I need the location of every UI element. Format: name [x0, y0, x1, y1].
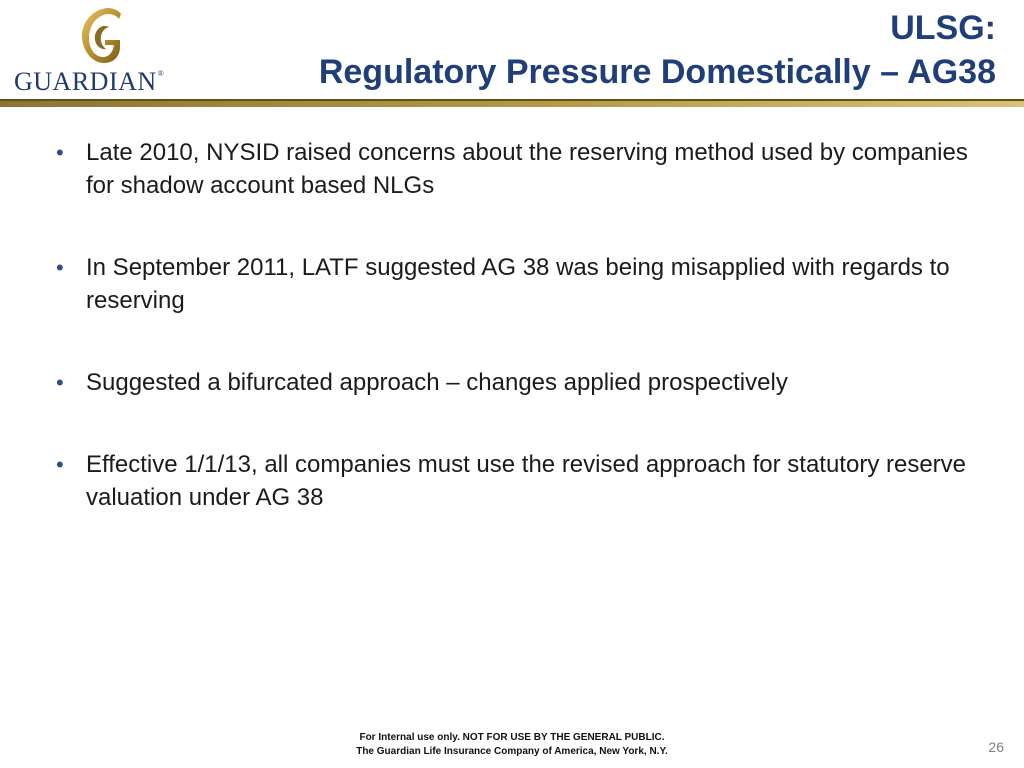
bullet-dot-icon: • — [56, 370, 64, 395]
page-number: 26 — [988, 739, 1004, 755]
bullet-item — [56, 366, 996, 399]
footer-line-1: For Internal use only. NOT FOR USE BY THE GENERAL PUBLIC. — [359, 732, 665, 743]
bullet-text: Effective 1/1/13, all companies must use the revised approach for statutory reserve valuation under AG 38 — [86, 451, 967, 511]
footer-line-2: The Guardian Life Insurance Company of America, New York, N.Y. — [356, 746, 668, 757]
bullet-dot-icon: • — [56, 140, 64, 165]
guardian-logo — [14, 6, 186, 96]
bullet-text: Late 2010, NYSID raised concerns about the reserving method used by companies for shadow account based NLGs — [86, 139, 968, 199]
guardian-g-emblem-icon — [77, 6, 123, 66]
registered-mark: ® — [157, 69, 165, 78]
bullet-dot-icon: • — [56, 452, 64, 477]
title-divider-shadow — [0, 99, 1024, 101]
bullet-list — [56, 136, 996, 563]
bullet-item — [56, 448, 996, 514]
bullet-text: In September 2011, LATF suggested AG 38 was being misapplied with regards to reserving — [86, 254, 950, 314]
slide-title-line-1: ULSG: — [890, 9, 996, 47]
bullet-item — [56, 251, 996, 317]
footer-disclaimer — [0, 731, 1024, 759]
slide-title — [319, 6, 996, 94]
slide-title-line-2: Regulatory Pressure Domestically – AG38 — [318, 53, 996, 91]
bullet-item — [56, 136, 996, 202]
guardian-wordmark: GUARDIAN® — [14, 67, 165, 96]
bullet-text: Suggested a bifurcated approach – changes applied prospectively — [86, 369, 788, 396]
bullet-dot-icon: • — [56, 255, 64, 280]
